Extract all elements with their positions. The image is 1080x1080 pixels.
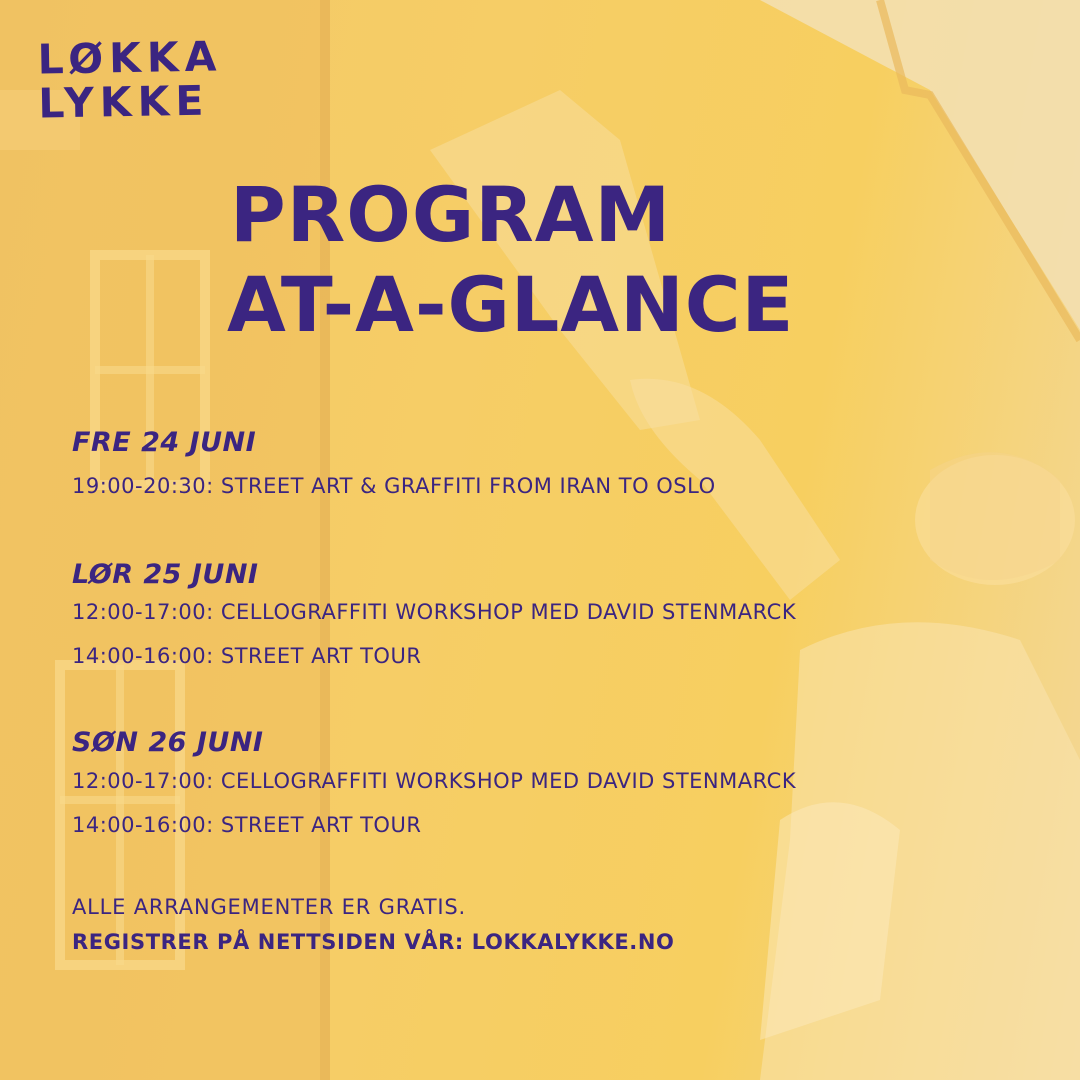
event-item: 14:00-16:00: STREET ART TOUR (72, 813, 422, 837)
title-line-2: AT-A-GLANCE (227, 260, 795, 349)
logo-line-1: LØKKA (37, 32, 223, 84)
day-heading-fri: FRE 24 JUNI (72, 427, 257, 458)
event-item: 12:00-17:00: CELLOGRAFFITI WORKSHOP MED DAVID STENMARCK (72, 600, 797, 624)
registration-note: REGISTRER PÅ NETTSIDEN VÅR: LOKKALYKKE.NO (72, 930, 675, 954)
free-events-note: ALLE ARRANGEMENTER ER GRATIS. (72, 895, 466, 919)
event-item: 14:00-16:00: STREET ART TOUR (72, 644, 422, 668)
lokka-lykke-logo (37, 32, 223, 128)
page-title (227, 170, 795, 350)
day-heading-sat: LØR 25 JUNI (72, 559, 259, 590)
event-item: 19:00-20:30: STREET ART & GRAFFITI FROM IRAN TO OSLO (72, 474, 716, 498)
logo-line-2: LYKKE (37, 76, 210, 128)
day-heading-sun: SØN 26 JUNI (72, 727, 264, 758)
event-item: 12:00-17:00: CELLOGRAFFITI WORKSHOP MED DAVID STENMARCK (72, 769, 797, 793)
title-line-1: PROGRAM (230, 170, 672, 259)
